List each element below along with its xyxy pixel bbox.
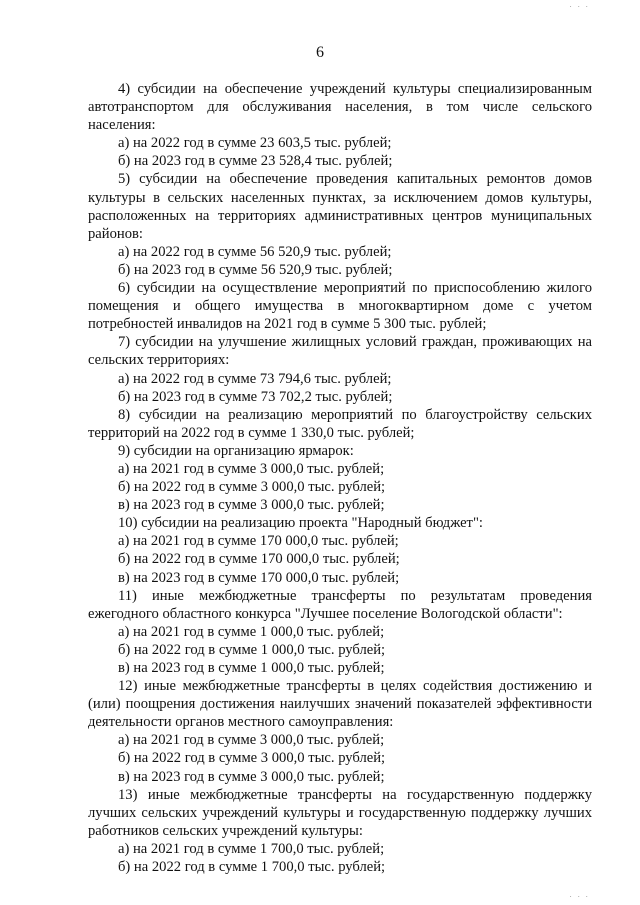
subitem-5b: б) на 2023 год в сумме 56 520,9 тыс. рублей; [118,261,393,278]
paragraph-item-11: 11) иные межбюджетные трансферты по результатам проведения ежегодного областного конкурса "Лучшее поселение Вологодской области": [88,587,592,622]
corner-mark-bottom: · · · [569,893,590,901]
paragraph-item-6: 6) субсидии на осуществление мероприятий по приспособлению жилого помещения и общего имущества в многоквартирном доме с учетом потребностей инвалидов на 2021 год в сумме 5 300 тыс. рублей; [88,280,592,333]
subitem-10c: в) на 2023 год в сумме 170 000,0 тыс. рублей; [118,569,400,586]
subitem-10b: б) на 2022 год в сумме 170 000,0 тыс. рублей; [118,551,400,568]
paragraph-item-7: 7) субсидии на улучшение жилищных условий граждан, проживающих на сельских территориях: [88,334,592,369]
paragraph-item-4: 4) субсидии на обеспечение учреждений культуры специализированным автотранспортом для обслуживания населения, в том числе сельского населения: [88,81,592,134]
subitem-9b: б) на 2022 год в сумме 3 000,0 тыс. рублей; [118,479,386,496]
subitem-10a: а) на 2021 год в сумме 170 000,0 тыс. рублей; [118,533,399,550]
subitem-5a: а) на 2022 год в сумме 56 520,9 тыс. рублей; [118,243,392,260]
paragraph-item-12: 12) иные межбюджетные трансферты в целях содействия достижению и (или) поощрения достижения наилучших значений показателей эффективности деятельности органов местного самоуправления: [88,678,592,731]
subitem-9c: в) на 2023 год в сумме 3 000,0 тыс. рублей; [118,497,385,514]
subitem-11b: б) на 2022 год в сумме 1 000,0 тыс. рублей; [118,641,386,658]
subitem-9a: а) на 2021 год в сумме 3 000,0 тыс. рублей; [118,460,385,477]
document-body [88,80,592,876]
paragraph-item-9: 9) субсидии на организацию ярмарок: [118,442,354,459]
subitem-4b: б) на 2023 год в сумме 23 528,4 тыс. рублей; [118,153,393,170]
paragraph-item-10: 10) субсидии на реализацию проекта "Народный бюджет": [118,515,483,532]
subitem-11c: в) на 2023 год в сумме 1 000,0 тыс. рублей; [118,660,385,676]
subitem-11a: а) на 2021 год в сумме 1 000,0 тыс. рублей; [118,623,385,640]
paragraph-item-5: 5) субсидии на обеспечение проведения капитальных ремонтов домов культуры в сельских населенных пунктах, за исключением домов культуры, расположенных на территориях административных центров муниципальных районов: [88,171,592,242]
subitem-12c: в) на 2023 год в сумме 3 000,0 тыс. рублей; [118,768,385,785]
subitem-12b: б) на 2022 год в сумме 3 000,0 тыс. рублей; [118,750,386,767]
subitem-7b: б) на 2023 год в сумме 73 702,2 тыс. рублей; [118,388,393,405]
subitem-13a: а) на 2021 год в сумме 1 700,0 тыс. рублей; [118,840,385,857]
corner-mark-top: · · · [569,3,590,11]
paragraph-item-8: 8) субсидии на реализацию мероприятий по благоустройству сельских территорий на 2022 год в сумме 1 330,0 тыс. рублей; [88,406,592,441]
subitem-4a: а) на 2022 год в сумме 23 603,5 тыс. рублей; [118,135,392,152]
subitem-7a: а) на 2022 год в сумме 73 794,6 тыс. рублей; [118,370,392,387]
paragraph-item-13: 13) иные межбюджетные трансферты на государственную поддержку лучших сельских учреждений культуры и государственную поддержку лучших работников сельских учреждений культуры: [88,786,592,839]
subitem-12a: а) на 2021 год в сумме 3 000,0 тыс. рублей; [118,732,385,749]
subitem-13b: б) на 2022 год в сумме 1 700,0 тыс. рублей; [118,859,386,876]
page-number: 6 [316,44,324,61]
